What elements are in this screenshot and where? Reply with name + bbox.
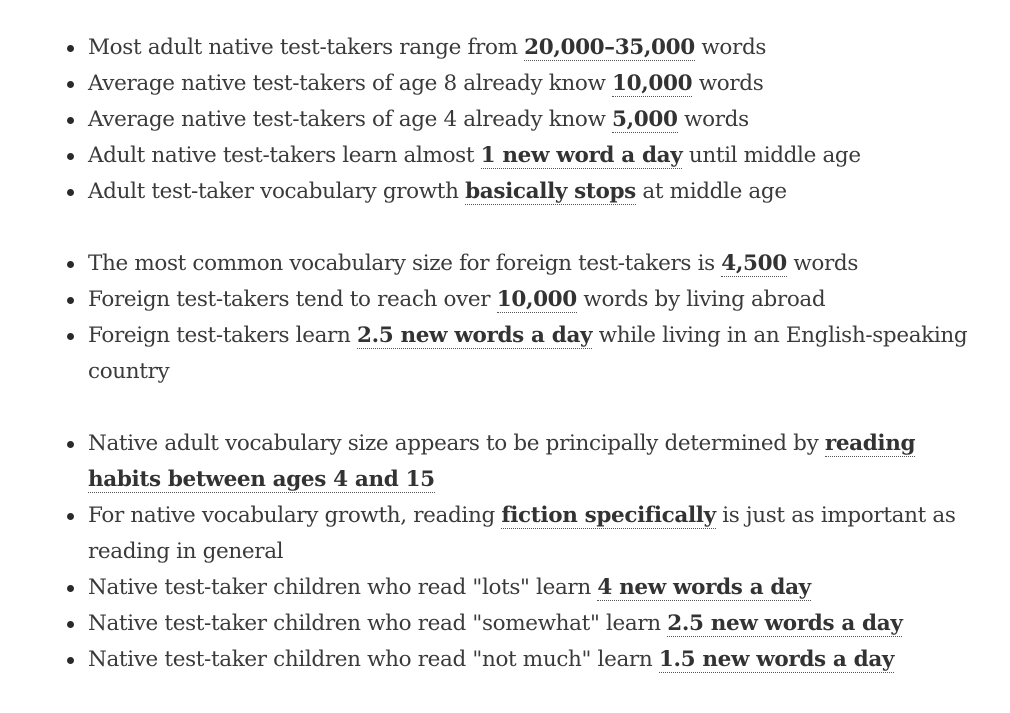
fact-link[interactable]: 4 new words a day [597,575,811,600]
fact-text: Adult native test-takers learn almost [88,143,481,168]
fact-group-native-size [0,30,1010,210]
fact-text: words by living abroad [576,287,826,312]
fact-text: The most common vocabulary size for foreign test-takers is [88,251,722,276]
fact-text: Most adult native test-takers range from [88,35,525,60]
fact-link[interactable]: 5,000 [612,107,678,132]
list-item [0,570,1010,606]
fact-link[interactable]: basically stops [465,179,636,204]
list-item [0,138,1010,174]
fact-text: Native adult vocabulary size appears to be principally determined by [88,431,825,456]
fact-text: Native test-taker children who read "somewhat" learn [88,611,668,636]
fact-text: Average native test-takers of age 8 already know [88,71,613,96]
fact-link[interactable]: 10,000 [496,287,577,312]
fact-link[interactable]: 1.5 new words a day [658,647,895,672]
fact-text: Average native test-takers of age 4 already know [88,107,613,132]
list-item [0,318,1010,390]
fact-link[interactable]: reading habits between ages 4 and 15 [88,431,916,492]
fact-text: Foreign test-takers tend to reach over [88,287,497,312]
fact-link[interactable]: 2.5 new words a day [667,611,903,636]
fact-text: at middle age [635,179,787,204]
fact-text: Foreign test-takers learn [88,323,357,348]
fact-list-container [0,30,1010,678]
fact-link[interactable]: 2.5 new words a day [356,323,593,348]
fact-link[interactable]: 20,000–35,000 [524,35,695,60]
fact-text: words [677,107,749,132]
fact-text: Native test-taker children who read "not much" learn [88,647,659,672]
fact-text: words [694,35,767,60]
fact-text: words [786,251,858,276]
fact-link[interactable]: 1 new word a day [480,143,683,168]
list-item [0,30,1010,66]
fact-text: until middle age [682,143,861,168]
fact-group-foreign-size [0,246,1010,390]
list-item [0,102,1010,138]
list-item [0,426,1010,498]
fact-link[interactable]: fiction specifically [501,503,716,528]
list-item [0,606,1010,642]
fact-link[interactable]: 10,000 [612,71,693,96]
fact-text: For native vocabulary growth, reading [88,503,502,528]
list-item [0,282,1010,318]
fact-text: while living in an English-speaking country [88,323,968,384]
fact-group-reading-growth [0,426,1010,678]
list-item [0,642,1010,678]
list-item [0,174,1010,210]
fact-text: words [692,71,764,96]
fact-text: is just as important as reading in general [88,503,956,564]
list-item [0,246,1010,282]
fact-link[interactable]: 4,500 [721,251,787,276]
fact-text: Adult test-taker vocabulary growth [88,179,466,204]
list-item [0,498,1010,570]
fact-text: Native test-taker children who read "lots" learn [88,575,598,600]
list-item [0,66,1010,102]
